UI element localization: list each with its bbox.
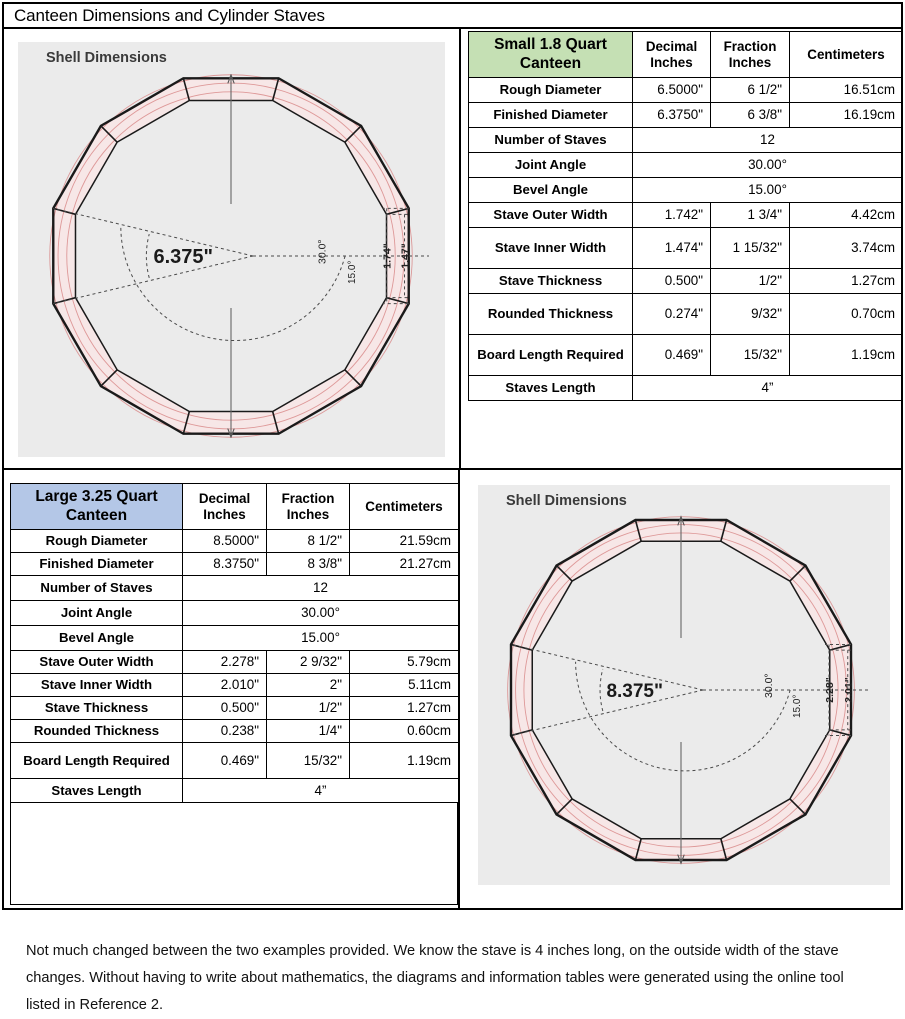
cell-decimal: 8.3750" (183, 553, 267, 576)
row-label: Rounded Thickness (469, 294, 633, 335)
cell-centimeters: 5.79cm (350, 651, 459, 674)
cell-fraction: 2" (267, 674, 350, 697)
shell-diagram-small (18, 42, 445, 457)
row-label: Rough Diameter (11, 530, 183, 553)
cell-decimal: 0.238" (183, 720, 267, 743)
row-label: Stave Inner Width (11, 674, 183, 697)
cell-decimal: 6.3750" (633, 103, 711, 128)
cell-fraction: 15/32" (267, 743, 350, 779)
column-header-2: Fraction Inches (267, 484, 350, 530)
table-row (469, 376, 903, 401)
row-value-span: 15.00° (633, 178, 903, 203)
row-value-span: 12 (183, 576, 459, 601)
table-large-filler (10, 803, 458, 905)
row-label: Stave Outer Width (11, 651, 183, 674)
joint-angle-label: 30.0° (316, 239, 329, 264)
table-row (469, 128, 903, 153)
stave-inner-width-label: 1.47" (399, 243, 412, 269)
row-label: Board Length Required (469, 335, 633, 376)
cell-fraction: 1/2" (267, 697, 350, 720)
cell-decimal: 0.469" (633, 335, 711, 376)
bevel-angle-label: 15.0° (347, 260, 359, 284)
stave-inner-width-label: 2.01" (842, 677, 855, 703)
column-header-1: Decimal Inches (183, 484, 267, 530)
cell-centimeters: 16.51cm (790, 78, 903, 103)
cell-decimal: 8.5000" (183, 530, 267, 553)
table-corner-header: Large 3.25 Quart Canteen (11, 484, 183, 530)
row-label: Staves Length (11, 779, 183, 803)
row-label: Stave Inner Width (469, 228, 633, 269)
table-header-row (11, 484, 459, 530)
joint-angle-label: 30.0° (762, 673, 775, 698)
divider-horizontal-middle (4, 468, 901, 470)
cell-fraction: 1/2" (711, 269, 790, 294)
cell-centimeters: 1.27cm (350, 697, 459, 720)
divider-vertical-top (459, 29, 461, 469)
cell-fraction: 9/32" (711, 294, 790, 335)
cell-fraction: 2 9/32" (267, 651, 350, 674)
diameter-label: 8.375" (606, 681, 663, 702)
cell-decimal: 0.469" (183, 743, 267, 779)
cell-fraction: 1 3/4" (711, 203, 790, 228)
cell-centimeters: 0.60cm (350, 720, 459, 743)
page-title: Canteen Dimensions and Cylinder Staves (4, 4, 901, 29)
cell-fraction: 1/4" (267, 720, 350, 743)
table-row (469, 269, 903, 294)
cell-fraction: 8 1/2" (267, 530, 350, 553)
row-label: Stave Thickness (11, 697, 183, 720)
table-row (469, 103, 903, 128)
table-large-canteen (10, 483, 459, 803)
column-header-1: Decimal Inches (633, 32, 711, 78)
column-header-2: Fraction Inches (711, 32, 790, 78)
shell-diagram-small-svg (18, 42, 445, 457)
cell-fraction: 8 3/8" (267, 553, 350, 576)
table-row (11, 697, 459, 720)
table-row (11, 601, 459, 626)
cell-centimeters: 3.74cm (790, 228, 903, 269)
row-value-span: 4” (633, 376, 903, 401)
cell-centimeters: 21.27cm (350, 553, 459, 576)
cell-centimeters: 1.19cm (350, 743, 459, 779)
table-row (469, 153, 903, 178)
table-row (469, 294, 903, 335)
row-value-span: 30.00° (633, 153, 903, 178)
cell-centimeters: 4.42cm (790, 203, 903, 228)
cell-decimal: 2.010" (183, 674, 267, 697)
shell-diagram-small-title: Shell Dimensions (46, 50, 167, 66)
cell-decimal: 6.5000" (633, 78, 711, 103)
row-label: Joint Angle (11, 601, 183, 626)
row-label: Board Length Required (11, 743, 183, 779)
cell-decimal: 2.278" (183, 651, 267, 674)
table-row (11, 779, 459, 803)
cell-decimal: 1.474" (633, 228, 711, 269)
cell-centimeters: 16.19cm (790, 103, 903, 128)
table-row (469, 228, 903, 269)
row-label: Rough Diameter (469, 78, 633, 103)
table-row (11, 720, 459, 743)
shell-diagram-large-svg (478, 485, 890, 885)
table-row (11, 576, 459, 601)
table-corner-header: Small 1.8 Quart Canteen (469, 32, 633, 78)
cell-centimeters: 1.27cm (790, 269, 903, 294)
table-row (11, 626, 459, 651)
table-row (469, 178, 903, 203)
table-row (469, 78, 903, 103)
cell-decimal: 1.742" (633, 203, 711, 228)
row-label: Rounded Thickness (11, 720, 183, 743)
cell-decimal: 0.274" (633, 294, 711, 335)
table-header-row (469, 32, 903, 78)
cell-centimeters: 5.11cm (350, 674, 459, 697)
cell-fraction: 6 3/8" (711, 103, 790, 128)
table-row (469, 203, 903, 228)
cell-fraction: 1 15/32" (711, 228, 790, 269)
shell-diagram-large (478, 485, 890, 885)
column-header-3: Centimeters (350, 484, 459, 530)
row-label: Joint Angle (469, 153, 633, 178)
row-label: Stave Outer Width (469, 203, 633, 228)
row-label: Bevel Angle (11, 626, 183, 651)
table-row (11, 530, 459, 553)
column-header-3: Centimeters (790, 32, 903, 78)
row-label: Finished Diameter (469, 103, 633, 128)
cell-centimeters: 0.70cm (790, 294, 903, 335)
cell-centimeters: 21.59cm (350, 530, 459, 553)
cell-decimal: 0.500" (183, 697, 267, 720)
table-row (11, 674, 459, 697)
row-value-span: 4” (183, 779, 459, 803)
shell-diagram-large-title: Shell Dimensions (506, 493, 627, 509)
table-row (11, 651, 459, 674)
row-label: Number of Staves (11, 576, 183, 601)
diameter-label: 6.375" (153, 246, 213, 268)
cell-fraction: 15/32" (711, 335, 790, 376)
row-label: Stave Thickness (469, 269, 633, 294)
row-label: Bevel Angle (469, 178, 633, 203)
row-value-span: 15.00° (183, 626, 459, 651)
table-small-canteen (468, 31, 903, 401)
row-label: Number of Staves (469, 128, 633, 153)
row-value-span: 12 (633, 128, 903, 153)
stave-outer-width-label: 1.74" (381, 243, 394, 269)
cell-centimeters: 1.19cm (790, 335, 903, 376)
table-row (11, 743, 459, 779)
cell-fraction: 6 1/2" (711, 78, 790, 103)
table-row (11, 553, 459, 576)
table-row (469, 335, 903, 376)
stave-outer-width-label: 2.28" (824, 677, 837, 703)
row-value-span: 30.00° (183, 601, 459, 626)
cell-decimal: 0.500" (633, 269, 711, 294)
footnote-text: Not much changed between the two examples provided. We know the stave is 4 inches long, on the outside width of the stave changes. Without having to write about mathematics, the diagrams and information tables were generated using the online tool listed in Reference 2. (26, 943, 844, 1013)
bevel-angle-label: 15.0° (792, 694, 804, 718)
row-label: Finished Diameter (11, 553, 183, 576)
row-label: Staves Length (469, 376, 633, 401)
